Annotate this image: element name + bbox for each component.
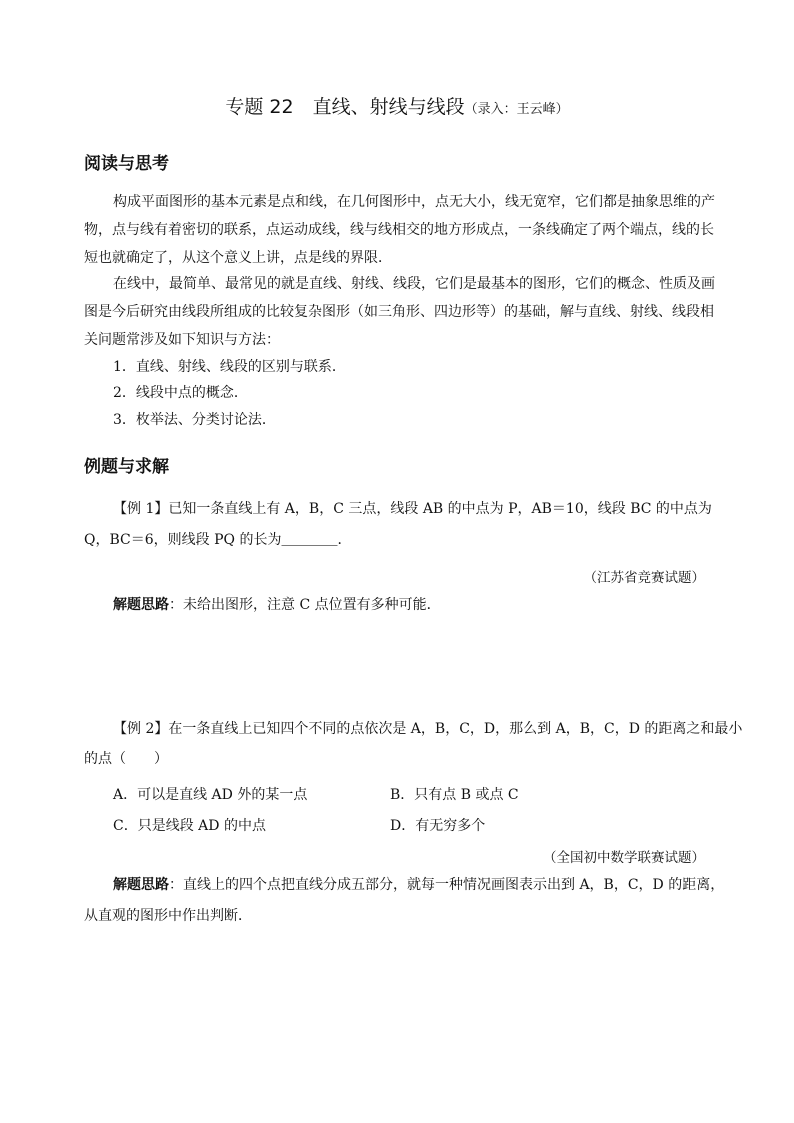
section-heading-reading: 阅读与思考 bbox=[84, 154, 169, 174]
option-b: B．只有点 B 或点 C bbox=[390, 787, 519, 803]
example-2-line: 【例 2】在一条直线上已知四个不同的点依次是 A，B，C，D，那么到 A，B，C，D 的距离之和最小 bbox=[113, 721, 743, 737]
option-c: C．只是线段 AD 的中点 bbox=[113, 818, 266, 834]
paragraph-line: 图是今后研究由线段所组成的比较复杂图形（如三角形、四边形等）的基础，解与直线、射线、线段相 bbox=[84, 304, 714, 320]
paragraph-line: 短也就确定了，从这个意义上讲，点是线的界限． bbox=[84, 250, 392, 266]
example-2-line: 的点（ ） bbox=[84, 751, 168, 767]
example-1-hint: 解题思路：未给出图形，注意 C 点位置有多种可能． bbox=[113, 597, 441, 613]
paragraph-line: 关问题常涉及如下知识与方法： bbox=[84, 332, 280, 348]
option-d: D．有无穷多个 bbox=[390, 818, 486, 834]
example-1-source: （江苏省竞赛试题） bbox=[583, 570, 705, 586]
paragraph-line: 构成平面图形的基本元素是点和线，在几何图形中，点无大小，线无宽窄，它们都是抽象思维的产 bbox=[113, 194, 715, 210]
list-item: 1．直线、射线、线段的区别与联系． bbox=[113, 359, 346, 375]
example-2-source: （全国初中数学联赛试题） bbox=[543, 850, 705, 866]
option-a: A．可以是直线 AD 外的某一点 bbox=[113, 787, 308, 803]
example-1-line: 【例 1】已知一条直线上有 A，B，C 三点，线段 AB 的中点为 P，AB＝10，线段 BC 的中点为 bbox=[113, 501, 712, 517]
list-item: 2．线段中点的概念． bbox=[113, 385, 248, 401]
page-title: 专题 22 直线、射线与线段（录入：王云峰） bbox=[225, 96, 569, 118]
example-1-line: Q，BC＝6，则线段 PQ 的长为＿＿＿＿． bbox=[84, 532, 352, 548]
example-2-hint-line: 从直观的图形中作出判断． bbox=[84, 908, 252, 924]
paragraph-line: 在线中，最简单、最常见的就是直线、射线、线段，它们是最基本的图形，它们的概念、性质及画 bbox=[113, 276, 715, 292]
paragraph-line: 物，点与线有着密切的联系，点运动成线，线与线相交的地方形成点，一条线确定了两个端点，线的长 bbox=[84, 222, 714, 238]
example-2-hint: 解题思路：直线上的四个点把直线分成五部分，就每一种情况画图表示出到 A，B，C，D 的距离， bbox=[113, 877, 725, 893]
section-heading-examples: 例题与求解 bbox=[84, 457, 169, 477]
list-item: 3．枚举法、分类讨论法． bbox=[113, 412, 276, 428]
